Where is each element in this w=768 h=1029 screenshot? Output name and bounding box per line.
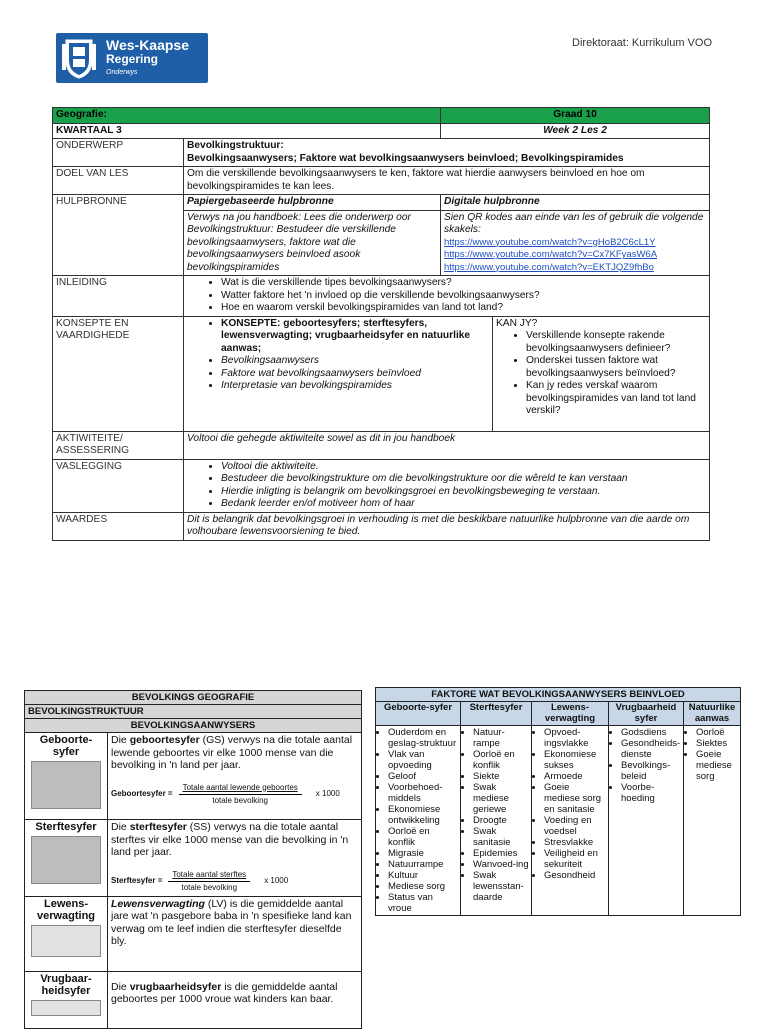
factor-item: • Siektes [696, 738, 738, 749]
factor-item: • Veiligheid en sekuriteit [544, 848, 606, 870]
activities-text: Voltooi die gehegde aktiwiteite sowel as dit in jou handboek [184, 431, 710, 459]
factor-item: • Opvoed-ingsvlakke [544, 727, 606, 749]
factor-item: • Vlak van opvoeding [388, 749, 458, 771]
can-you-list [493, 316, 710, 431]
digital-heading: Digitale hulpbronne [441, 195, 710, 211]
consolidation-item: • Hierdie inligting is belangrik om bevolkingsgroei en bevolkingsbeweging te verstaan. [221, 486, 706, 499]
fertility-illustration [31, 1000, 101, 1016]
def-text: is die gemiddelde aantal geboortes per 1000 vroue wat kinders kan baar. [111, 980, 338, 1005]
term-cell: KWARTAAL 3 [53, 123, 441, 139]
directorate-label: Direktoraat: Kurrikulum VOO [572, 37, 712, 49]
factors-fertility [609, 726, 684, 916]
paper-resources: Verwys na jou handboek: Lees die onderwerp oor Bevolkingstruktuur: Bestudeer die verskillende bevolkingsaanwysers, faktore wat die bevolkingsaanwysers beinvloed asook bevolkingspiramides [184, 210, 441, 276]
formula-numerator: Totale aantal lewende geboortes [179, 782, 302, 796]
logo-line-3: Onderwys [106, 69, 138, 76]
death-rate-label: Sterftesyfer [35, 821, 97, 833]
can-you-label: KAN JY? [496, 317, 538, 329]
formula-numerator: Totale aantal sterftes [168, 869, 250, 883]
factor-item: • Armoede [544, 771, 606, 782]
death-rate-formula [111, 869, 358, 895]
video-link-3[interactable]: https://www.youtube.com/watch?v=EKTJQZ9fhBo [444, 261, 654, 273]
birth-rate-formula [111, 782, 358, 808]
factor-item: • Status van vroue [388, 892, 458, 914]
death-rate-term [25, 820, 108, 897]
formula-multiplier: x 1000 [315, 789, 340, 799]
factor-item: • Stresvlakke [544, 837, 606, 848]
consolidation-list [184, 459, 710, 512]
concepts-label: KONSEPTE EN VAARDIGHEDE [53, 316, 184, 431]
consolidation-item: • Bedank leerder en/of motiveer hom of haar [221, 498, 706, 511]
factor-item: • Ekonomiese sukses [544, 749, 606, 771]
def-text: Die [111, 821, 130, 833]
factor-item: • Ouderdom en geslag-struktuur [388, 727, 458, 749]
factors-table [375, 687, 741, 916]
topic-label: ONDERWERP [53, 139, 184, 167]
digital-text: Sien QR kodes aan einde van les of gebruik die volgende skakels: [444, 211, 704, 235]
def-text: Die [111, 980, 130, 993]
factor-item: • Goeie mediese sorg en sanitasie [544, 782, 606, 815]
logo-line-1: Wes-Kaapse [106, 37, 190, 53]
can-you-item: • Verskillende konsepte rakende bevolkingsaanwysers definieer? [526, 330, 706, 355]
def-term: geboortesyfer [129, 734, 200, 746]
def-text: Die [111, 734, 130, 746]
fertility-term [25, 971, 108, 1028]
factor-item: • Natuurrampe [388, 859, 458, 870]
wcg-logo [56, 33, 208, 83]
def-text: (GS) verwys na die totale aantal lewende geboortes vir elke 1000 mense van die bevolking in 'n land per jaar. [111, 734, 353, 771]
consolidation-item: • Voltooi die aktiwiteite. [221, 461, 706, 474]
values-label: WAARDES [53, 512, 184, 540]
factors-natural [684, 726, 741, 916]
values-text: Dit is belangrik dat bevolkingsgroei in verhouding is met die beskikbare natuurlike hulpbronne van die aarde om volhoubare lewensvoorsiening te bied. [184, 512, 710, 540]
formula-denominator: totale bevolking [181, 883, 238, 892]
factor-item: • Oorloë [696, 727, 738, 738]
factor-item: • Wanvoed-ing [473, 859, 529, 870]
consolidation-item: • Bestudeer die bevolkingstrukture om die bevolkingstrukture oor die wêreld te kan verstaan [221, 473, 706, 486]
factor-item: • Bevolkings-beleid [621, 760, 681, 782]
factors-col-birth: Geboorte-syfer [376, 702, 461, 726]
population-geography-table [24, 690, 362, 1029]
formula-denominator: totale bevolking [212, 796, 268, 805]
intro-item: • Hoe en waarom verskil bevolkingspiramides van land tot land? [221, 302, 706, 315]
graveyard-photo [31, 836, 101, 884]
factor-item: • Goeie mediese sorg [696, 749, 738, 782]
topic-value [184, 139, 710, 167]
factors-death [461, 726, 532, 916]
logo-line-2: Regering [106, 52, 159, 66]
fertility-label: Vrugbaar-heidsyfer [40, 972, 92, 997]
coat-of-arms-icon [60, 36, 98, 80]
birth-rate-label: Geboorte-syfer [39, 734, 93, 758]
intro-list [184, 276, 710, 317]
formula-label: Sterftesyfer = [111, 876, 163, 886]
factors-col-death: Sterftesyfer [461, 702, 532, 726]
factor-item: • Gesondheids-dienste [621, 738, 681, 760]
def-text: (SS) verwys na die totale aantal sterftes vir elke 1000 mense van die bevolking in 'n land per jaar. [111, 821, 349, 858]
aim-text: Om die verskillende bevolkingsaanwysers te ken, faktore wat hierdie aanwysers beinvloed en hoe om bevolkingspiramides te kan lees. [184, 167, 710, 195]
factor-item: • Voeding en voedsel [544, 815, 606, 837]
factor-item: • Voorbe-hoeding [621, 782, 681, 804]
life-expectancy-label: Lewens-verwagting [36, 897, 96, 922]
factor-item: • Oorloë en konflik [388, 826, 458, 848]
factor-item: • Swak mediese geriewe [473, 782, 529, 815]
geography-title: BEVOLKINGS GEOGRAFIE [25, 691, 362, 705]
factor-item: • Voorbehoed-middels [388, 782, 458, 804]
factor-item: • Ekonomiese ontwikkeling [388, 804, 458, 826]
factors-life [532, 726, 609, 916]
week-cell: Week 2 Les 2 [441, 123, 710, 139]
concept-item: • Bevolkingsaanwysers [221, 355, 489, 368]
topic-line-1: Bevolkingstruktuur: [187, 140, 284, 151]
lesson-plan-table [52, 107, 710, 541]
concepts-list [184, 316, 493, 431]
factor-item: • Droogte [473, 815, 529, 826]
birth-rate-term [25, 733, 108, 820]
intro-item: • Wat is die verskillende tipes bevolkingsaanwysers? [221, 277, 706, 290]
factor-item: • Swak lewensstan-daarde [473, 870, 529, 903]
factors-col-natural: Natuurlike aanwas [684, 702, 741, 726]
geography-subsection: BEVOLKINGSAANWYSERS [25, 719, 362, 733]
factor-item: • Natuur-rampe [473, 727, 529, 749]
video-link-2[interactable]: https://www.youtube.com/watch?v=Cx7KFyasW6A [444, 249, 658, 260]
can-you-item: • Onderskei tussen faktore wat bevolkingsaanwysers beïnvloed? [526, 355, 706, 380]
factor-item: • Migrasie [388, 848, 458, 859]
geography-section: BEVOLKINGSTRUKTUUR [25, 705, 362, 719]
factors-title: FAKTORE WAT BEVOLKINGSAANWYSERS BEINVLOED [376, 688, 741, 702]
factor-item: • Oorloë en konflik [473, 749, 529, 771]
life-expectancy-illustration [31, 925, 101, 957]
factor-item: • Geloof [388, 771, 458, 782]
fertility-definition [108, 971, 362, 1028]
concept-item: • Faktore wat bevolkingsaanwysers beïnvloed [221, 368, 489, 381]
concept-item: • Interpretasie van bevolkingspiramides [221, 380, 489, 393]
resources-label: HULPBRONNE [53, 195, 184, 276]
factor-item: • Gesondheid [544, 870, 606, 881]
subject-cell: Geografie: [53, 108, 441, 124]
factor-item: • Epidemies [473, 848, 529, 859]
factors-birth [376, 726, 461, 916]
factor-item: • Kultuur [388, 870, 458, 881]
intro-item: • Watter faktore het 'n invloed op die verskillende bevolkingsaanwysers? [221, 290, 706, 303]
factor-item: • Godsdiens [621, 727, 681, 738]
digital-resources [441, 210, 710, 276]
video-link-1[interactable]: https://www.youtube.com/watch?v=gHoB2C6cL1Y [444, 236, 656, 248]
factors-col-fertility: Vrugbaarheid syfer [609, 702, 684, 726]
def-term: Lewensverwagting [111, 897, 205, 910]
def-text: (LV) is die gemiddelde aantal jare wat 'n pasgebore baba in 'n spesifieke land kan verwag om te leef indien die sterftesyfer dieselfde bly. [111, 897, 352, 947]
life-expectancy-term [25, 896, 108, 971]
death-rate-definition [108, 820, 362, 897]
intro-label: INLEIDING [53, 276, 184, 317]
factor-item: • Mediese sorg [388, 881, 458, 892]
def-term: sterftesyfer [129, 821, 187, 833]
paper-heading: Papiergebaseerde hulpbronne [184, 195, 441, 211]
children-photo [31, 761, 101, 809]
factors-col-life: Lewens-verwagting [532, 702, 609, 726]
def-term: vrugbaarheidsyfer [129, 980, 222, 993]
birth-rate-definition [108, 733, 362, 820]
factor-item: • Swak sanitasie [473, 826, 529, 848]
can-you-item: • Kan jy redes verskaf waarom bevolkingspiramides van land tot land verskil? [526, 380, 706, 418]
topic-line-2: Bevolkingsaanwysers; Faktore wat bevolkingsaanwysers beinvloed; Bevolkingspiramides [187, 152, 624, 164]
aim-label: DOEL VAN LES [53, 167, 184, 195]
formula-label: Geboortesyfer = [111, 789, 173, 799]
consolidation-label: VASLEGGING [53, 459, 184, 512]
factor-item: • Siekte [473, 771, 529, 782]
activities-label: AKTIWITEITE/ ASSESSERING [53, 431, 184, 459]
concepts-bold: • KONSEPTE: geboortesyfers; sterftesyfers, lewensverwagting; vrugbaarheidsyfer en natuurlike aanwas; [221, 318, 489, 356]
formula-multiplier: x 1000 [264, 876, 289, 886]
life-expectancy-definition [108, 896, 362, 971]
grade-cell: Graad 10 [441, 108, 710, 124]
